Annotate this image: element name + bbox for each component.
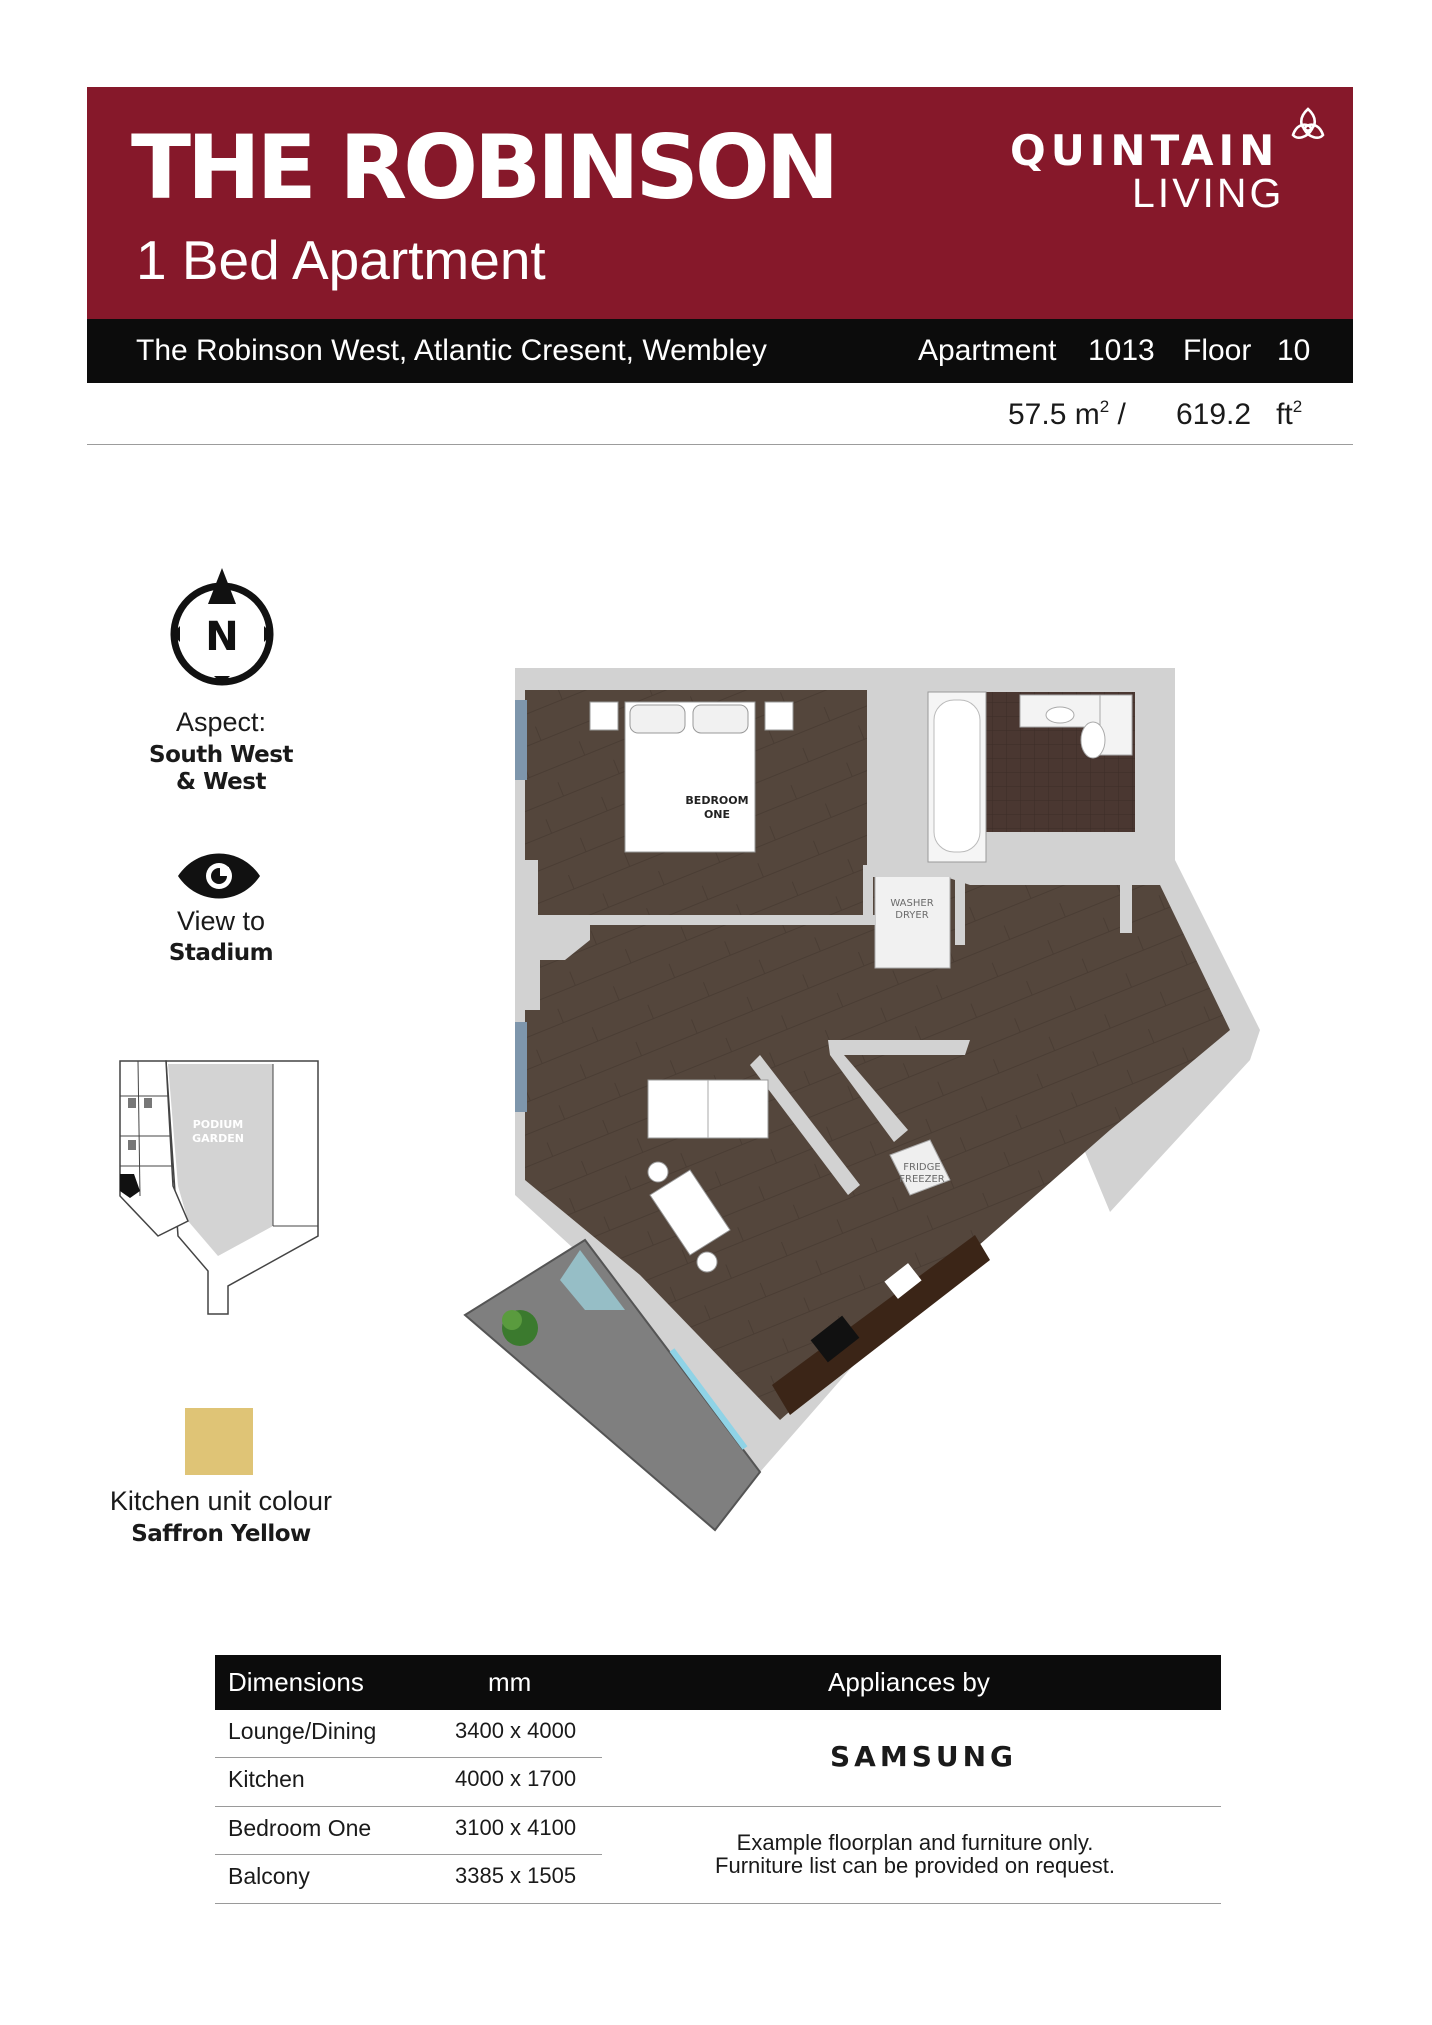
divider: [87, 444, 1353, 445]
row-value-balcony: 3385 x 1505: [455, 1863, 577, 1888]
page-subtitle: 1 Bed Apartment: [136, 229, 546, 291]
area-sqft: 619.2 $ft^2$: [1176, 397, 1303, 431]
brand-subname: LIVING: [1132, 170, 1285, 216]
svg-text:N: N: [205, 614, 239, 660]
svg-text:FREEZER: FREEZER: [899, 1174, 945, 1185]
floor-number: 10: [1277, 334, 1311, 367]
appliances-header: Appliances by: [828, 1667, 990, 1697]
row-value-lounge: 3400 x 4000: [455, 1718, 577, 1743]
row-divider: [215, 1757, 602, 1758]
svg-text:BEDROOM: BEDROOM: [685, 794, 749, 807]
view-value: Stadium: [168, 940, 274, 966]
svg-text:WASHER: WASHER: [890, 898, 934, 909]
row-divider: [215, 1854, 602, 1855]
kitchen-unit-value: Saffron Yellow: [131, 1521, 311, 1547]
floor-label: Floor: [1183, 334, 1252, 367]
disclaimer-line2: Furniture list can be provided on request.: [715, 1853, 1115, 1878]
row-name-bedroom: Bedroom One: [228, 1815, 372, 1841]
brand-name: QUINTAIN: [1010, 126, 1280, 175]
row-name-balcony: Balcony: [228, 1863, 310, 1889]
brand-logo-icon: [1288, 105, 1328, 145]
mm-header: mm: [488, 1667, 532, 1697]
svg-text:GARDEN: GARDEN: [192, 1132, 244, 1145]
row-name-kitchen: Kitchen: [228, 1766, 305, 1792]
dimensions-header: Dimensions: [228, 1667, 364, 1697]
svg-text:FRIDGE: FRIDGE: [903, 1162, 941, 1173]
apartment-label: Apartment: [918, 334, 1057, 367]
divider: [602, 1806, 1221, 1807]
svg-text:DRYER: DRYER: [895, 910, 929, 921]
eye-icon: [176, 852, 262, 900]
page-title: THE ROBINSON: [131, 116, 836, 219]
row-value-kitchen: 4000 x 1700: [455, 1766, 577, 1791]
key-plan-map: [118, 1056, 323, 1318]
kitchen-colour-swatch: [185, 1408, 253, 1475]
disclaimer-line1: Example floorplan and furniture only.: [736, 1830, 1094, 1855]
aspect-value: South West & West: [149, 742, 293, 795]
svg-text:PODIUM: PODIUM: [192, 1118, 244, 1131]
apartment-number: 1013: [1088, 334, 1155, 367]
row-divider: [215, 1806, 602, 1807]
floorplan: [460, 660, 1270, 1540]
aspect-label: Aspect:: [175, 707, 267, 737]
dimensions-table-header: [215, 1655, 1221, 1710]
samsung-logo: SAMSUNG: [830, 1740, 1018, 1773]
divider: [215, 1903, 1221, 1904]
row-value-bedroom: 3100 x 4100: [455, 1815, 577, 1840]
kitchen-unit-label: Kitchen unit colour: [109, 1486, 333, 1516]
row-name-lounge: Lounge/Dining: [228, 1718, 377, 1744]
address-text: The Robinson West, Atlantic Cresent, Wembley: [136, 334, 767, 367]
area-sqm: 57.5 $m^2$ /: [1008, 397, 1126, 431]
view-label: View to: [176, 906, 266, 936]
north-compass-icon: [166, 568, 278, 688]
svg-text:ONE: ONE: [703, 808, 731, 821]
